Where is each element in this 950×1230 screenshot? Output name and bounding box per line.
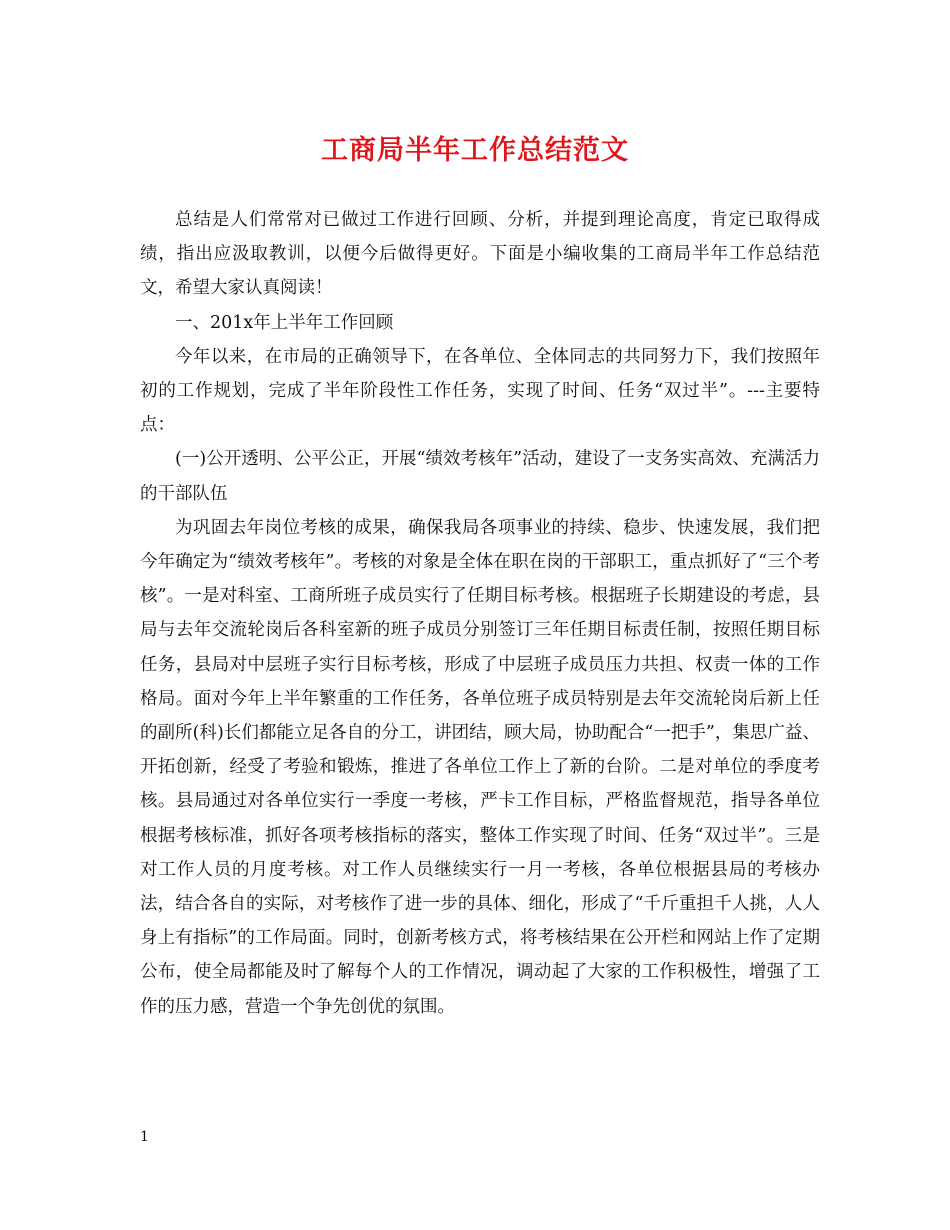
subsection-heading: (一)公开透明、公平公正，开展“绩效考核年”活动，建设了一支务实高效、充满活力的干部队伍 <box>140 449 820 504</box>
page-number: 1 <box>140 1129 149 1145</box>
detail-paragraph: 为巩固去年岗位考核的成果，确保我局各项事业的持续、稳步、快速发展，我们把今年确定为“绩效考核年”。考核的对象是全体在职在岗的干部职工，重点抓好了“三个考核”。一是对科室、工商所班子成员实行了任期目标考核。根据班子长期建设的考虑，县局与去年交流轮岗后各科室新的班子成员分别签订三年任期目标责任制，按照任期目标任务，县局对中层班子实行目标考核，形成了中层班子成员压力共担、权责一体的工作格局。面对今年上半年繁重的工作任务，各单位班子成员特别是去年交流轮岗后新上任的副所(科)长们都能立足各自的分工，讲团结，顾大局，协助配合“一把手”，集思广益、开拓创新，经受了考验和锻炼，推进了各单位工作上了新的台阶。二是对单位的季度考核。县局通过对各单位实行一季度一考核，严卡工作目标，严格监督规范，指导各单位根据考核标准，抓好各项考核指标的落实，整体工作实现了时间、任务“双过半”。三是对工作人员的月度考核。对工作人员继续实行一月一考核，各单位根据县局的考核办法，结合各自的实际，对考核作了进一步的具体、细化，形成了“千斤重担千人挑，人人身上有指标”的工作局面。同时，创新考核方式，将考核结果在公开栏和网站上作了定期公布，使全局都能及时了解每个人的工作情况，调动起了大家的工作积极性，增强了工作的压力感，营造一个争先创优的氛围。 <box>140 517 820 1017</box>
document-body <box>140 203 820 1024</box>
document-title: 工商局半年工作总结范文 <box>321 135 629 166</box>
intro-paragraph: 总结是人们常常对已做过工作进行回顾、分析，并提到理论高度，肯定已取得成绩，指出应汲取教训，以便今后做得更好。下面是小编收集的工商局半年工作总结范文，希望大家认真阅读！ <box>140 210 820 299</box>
section-heading: 一、201x年上半年工作回顾 <box>175 312 394 333</box>
summary-paragraph: 今年以来，在市局的正确领导下，在各单位、全体同志的共同努力下，我们按照年初的工作规划，完成了半年阶段性工作任务，实现了时间、任务“双过半”。---主要特点： <box>140 346 820 436</box>
